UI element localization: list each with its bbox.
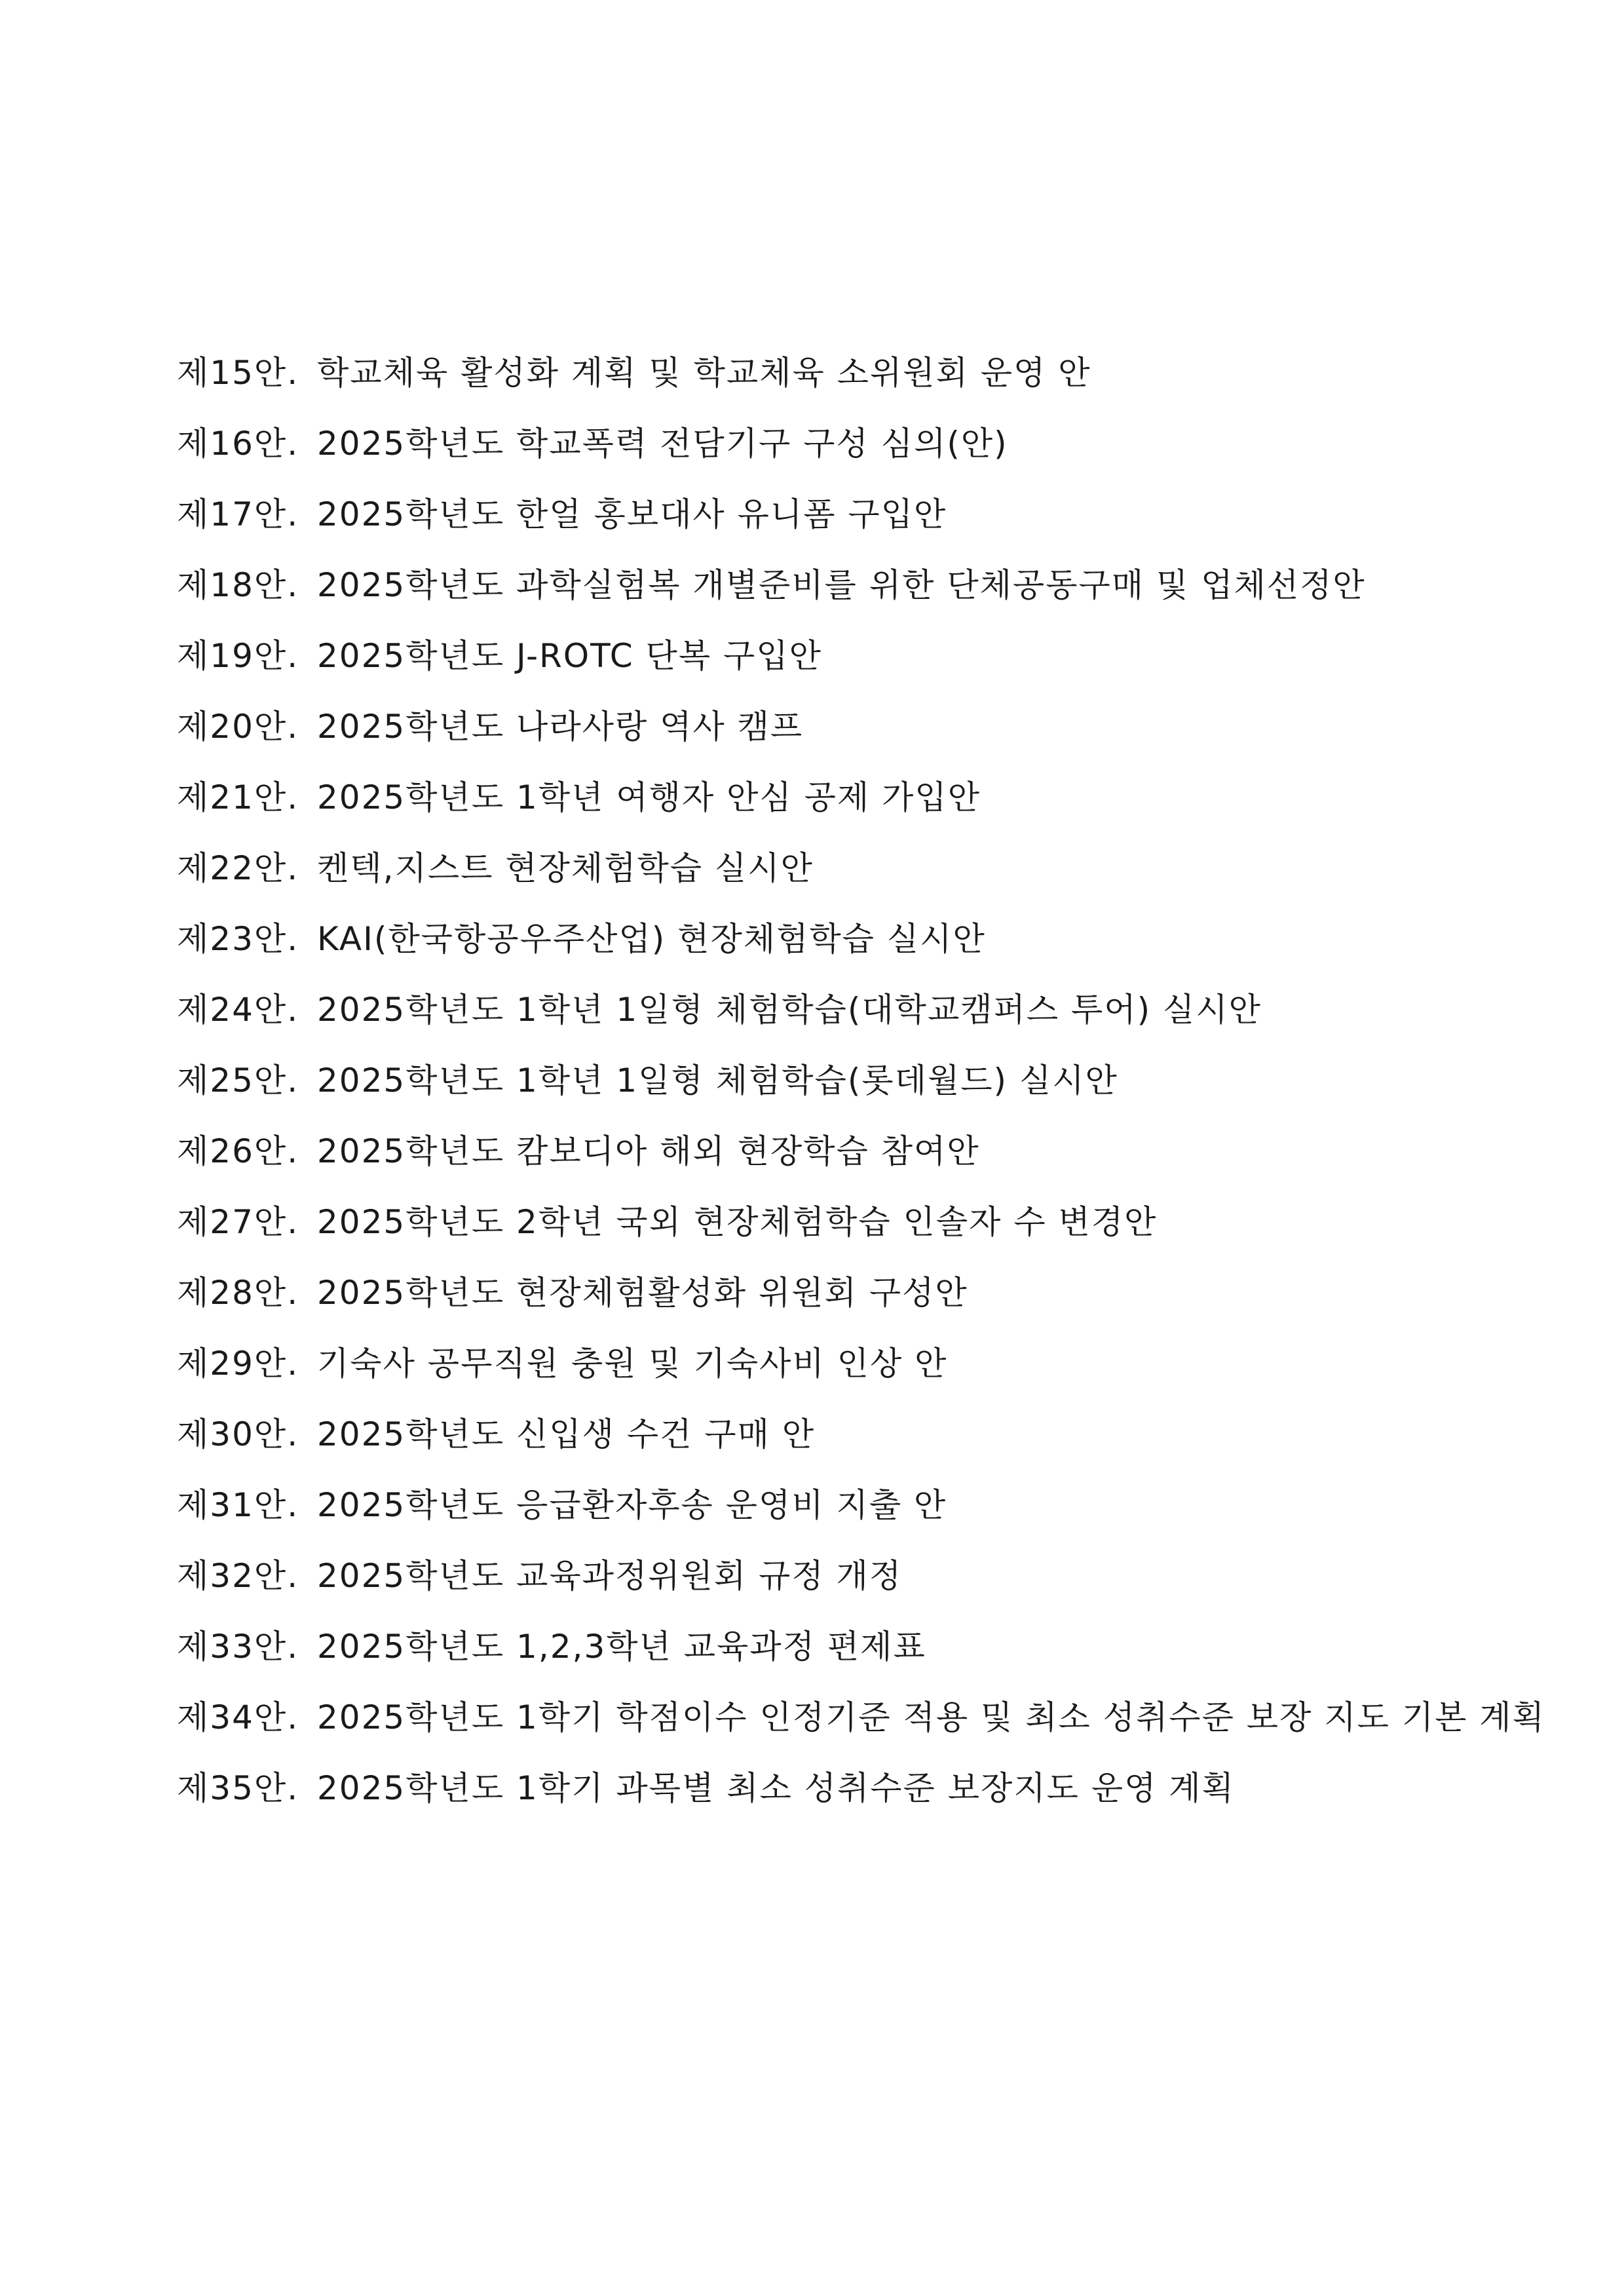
agenda-number: 제24안. [177, 991, 299, 1029]
agenda-number: 제25안. [177, 1062, 299, 1100]
agenda-text: 2025학년도 1학년 1일형 체험학습(롯데월드) 실시안 [317, 1062, 1118, 1100]
agenda-item-34 [177, 1682, 1553, 1753]
agenda-number: 제35안. [177, 1769, 299, 1807]
agenda-number: 제29안. [177, 1345, 299, 1383]
agenda-text: 2025학년도 1학년 1일형 체험학습(대학교캠퍼스 투어) 실시안 [317, 991, 1262, 1029]
agenda-text: 기숙사 공무직원 충원 및 기숙사비 인상 안 [317, 1345, 948, 1383]
agenda-text: 2025학년도 J-ROTC 단복 구입안 [317, 637, 822, 675]
agenda-text: 2025학년도 신입생 수건 구매 안 [317, 1415, 816, 1453]
agenda-list [177, 337, 1553, 1824]
agenda-text: 2025학년도 학교폭력 전담기구 구성 심의(안) [317, 425, 1008, 463]
agenda-text: 2025학년도 과학실험복 개별준비를 위한 단체공동구매 및 업체선정안 [317, 566, 1366, 604]
agenda-text: 2025학년도 나라사랑 역사 캠프 [317, 708, 804, 746]
agenda-item-22 [177, 833, 1553, 904]
agenda-item-16 [177, 408, 1553, 479]
agenda-item-29 [177, 1328, 1553, 1399]
agenda-text: 2025학년도 응급환자후송 운영비 지출 안 [317, 1486, 947, 1524]
agenda-item-19 [177, 621, 1553, 691]
agenda-number: 제23안. [177, 920, 299, 958]
agenda-number: 제30안. [177, 1415, 299, 1453]
agenda-item-23 [177, 904, 1553, 974]
agenda-text: 2025학년도 현장체험활성화 위원회 구성안 [317, 1274, 968, 1312]
agenda-item-25 [177, 1045, 1553, 1116]
agenda-text: 2025학년도 1학기 과목별 최소 성취수준 보장지도 운영 계획 [317, 1769, 1235, 1807]
agenda-number: 제26안. [177, 1132, 299, 1170]
agenda-item-21 [177, 762, 1553, 833]
agenda-number: 제18안. [177, 566, 299, 604]
agenda-text: 2025학년도 2학년 국외 현장체험학습 인솔자 수 변경안 [317, 1203, 1158, 1241]
agenda-text: 학교체육 활성화 계획 및 학교체육 소위원회 운영 안 [317, 354, 1091, 392]
agenda-text: KAI(한국항공우주산업) 현장체험학습 실시안 [317, 920, 986, 958]
agenda-text: 2025학년도 1학기 학점이수 인정기준 적용 및 최소 성취수준 보장 지도 기본 계획 [317, 1698, 1545, 1736]
agenda-item-24 [177, 974, 1553, 1045]
agenda-number: 제19안. [177, 637, 299, 675]
agenda-number: 제31안. [177, 1486, 299, 1524]
agenda-item-32 [177, 1540, 1553, 1611]
agenda-number: 제21안. [177, 778, 299, 816]
agenda-number: 제32안. [177, 1557, 299, 1595]
agenda-item-31 [177, 1470, 1553, 1540]
agenda-item-15 [177, 337, 1553, 408]
agenda-number: 제20안. [177, 708, 299, 746]
agenda-text: 2025학년도 교육과정위원회 규정 개정 [317, 1557, 903, 1595]
agenda-text: 2025학년도 한얼 홍보대사 유니폼 구입안 [317, 495, 947, 533]
agenda-item-27 [177, 1187, 1553, 1257]
agenda-number: 제28안. [177, 1274, 299, 1312]
agenda-text: 2025학년도 1,2,3학년 교육과정 편제표 [317, 1628, 926, 1666]
agenda-number: 제27안. [177, 1203, 299, 1241]
agenda-text: 2025학년도 캄보디아 해외 현장학습 참여안 [317, 1132, 980, 1170]
agenda-item-20 [177, 691, 1553, 762]
agenda-item-26 [177, 1116, 1553, 1187]
agenda-number: 제16안. [177, 425, 299, 463]
agenda-item-18 [177, 550, 1553, 621]
agenda-item-28 [177, 1257, 1553, 1328]
agenda-text: 켄텍,지스트 현장체험학습 실시안 [317, 849, 814, 887]
agenda-item-17 [177, 479, 1553, 550]
agenda-item-30 [177, 1399, 1553, 1470]
agenda-text: 2025학년도 1학년 여행자 안심 공제 가입안 [317, 778, 981, 816]
agenda-number: 제33안. [177, 1628, 299, 1666]
agenda-item-35 [177, 1753, 1553, 1824]
agenda-number: 제17안. [177, 495, 299, 533]
agenda-number: 제22안. [177, 849, 299, 887]
agenda-number: 제15안. [177, 354, 299, 392]
agenda-number: 제34안. [177, 1698, 299, 1736]
agenda-item-33 [177, 1611, 1553, 1682]
